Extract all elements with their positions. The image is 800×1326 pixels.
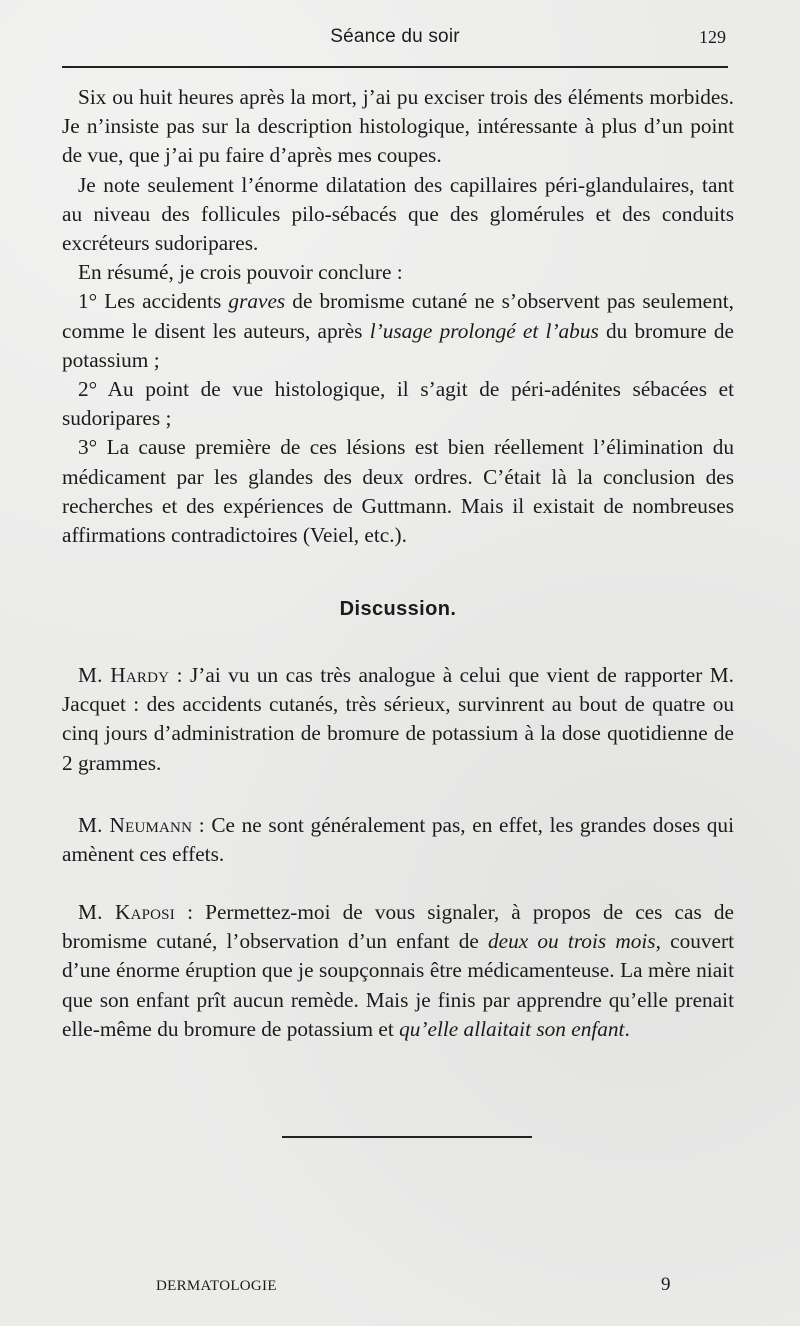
discussion-entry-hardy xyxy=(62,661,734,778)
kaposi-italic-age: deux ou trois mois xyxy=(488,929,656,954)
speaker-neumann: M. Neumann xyxy=(78,813,193,837)
speaker-kaposi: M. Kaposi xyxy=(78,900,175,924)
paragraph-3: En résumé, je crois pouvoir conclure : xyxy=(78,260,403,285)
kaposi-text-before: : Permettez-moi de vous signaler, à propos de ces cas de bromisme cutané, l’observation d’un enfant de xyxy=(62,900,734,954)
discussion-heading: Discussion. xyxy=(339,598,457,620)
paragraph-2: Je note seulement l’énorme dilatation des capillaires péri-glandulaires, tant au niveau des follicules pilo-sébacés que des glomérules et des conduits excréteurs sudoripares. xyxy=(62,172,734,256)
header-rule xyxy=(62,66,728,68)
discussion-entry-neumann xyxy=(62,811,734,869)
neumann-text: : Ce ne sont généralement pas, en effet, les grandes doses qui amènent ces effets. xyxy=(62,813,734,867)
footer-number: 9 xyxy=(661,1274,671,1295)
kaposi-text-middle: , couvert d’une énorme éruption que je soupçonnais être médicamenteuse. La mère niait que son enfant prît aucun remède. Mais je finis par apprendre qu’elle prenait elle-même du bromure de potassium et xyxy=(62,929,734,1041)
paragraph-1: Six ou huit heures après la mort, j’ai pu exciser trois des éléments morbides. Je n’insiste pas sur la description histologique, intéressante à plus d’un point de vue, que j’ai pu faire d’après mes coupes. xyxy=(62,85,734,168)
running-header xyxy=(62,24,728,54)
kaposi-italic-nursing: qu’elle allaitait son enfant xyxy=(399,1016,625,1041)
footer-signature: DERMATOLOGIE xyxy=(156,1278,277,1294)
page-number: 129 xyxy=(699,27,726,47)
main-text xyxy=(62,83,734,550)
conclusion-2: 2° Au point de vue histologique, il s’agit de péri-adénites sébacées et sudoripares ; xyxy=(62,377,734,431)
hardy-paragraph xyxy=(62,661,734,778)
conclusion-1-italic-graves: graves xyxy=(228,289,286,314)
speaker-hardy: M. Hardy xyxy=(78,663,170,687)
conclusion-1-before: 1° Les accidents xyxy=(78,289,229,314)
kaposi-text-after: . xyxy=(624,1016,630,1041)
hardy-text: : J’ai vu un cas très analogue à celui que vient de rapporter M. Jacquet : des accidents cutanés, très sérieux, survinrent au bout de quatre ou cinq jours d’administration de bromure de potassium à la dose quotidienne de 2 grammes. xyxy=(62,663,734,775)
conclusion-1-italic-usage: l’usage prolongé et l’abus xyxy=(369,318,599,343)
running-title: Séance du soir xyxy=(330,26,460,47)
discussion-entry-kaposi xyxy=(62,898,734,1044)
section-end-rule xyxy=(282,1136,532,1138)
kaposi-paragraph xyxy=(62,898,734,1044)
conclusion-1-after: du bromure de potassium ; xyxy=(62,318,734,372)
conclusion-3: 3° La cause première de ces lésions est bien réellement l’élimination du médicament par les glandes des deux ordres. C’était là la conclusion des recherches et des expériences de Guttmann. Mais il existait de nombreuses affirmations contradictoires (Veiel, etc.). xyxy=(62,435,734,548)
neumann-paragraph xyxy=(62,811,734,869)
conclusion-1-middle: de bromisme cutané ne s’observent pas seulement, comme le disent les auteurs, après xyxy=(62,289,735,343)
conclusion-1 xyxy=(62,287,734,375)
